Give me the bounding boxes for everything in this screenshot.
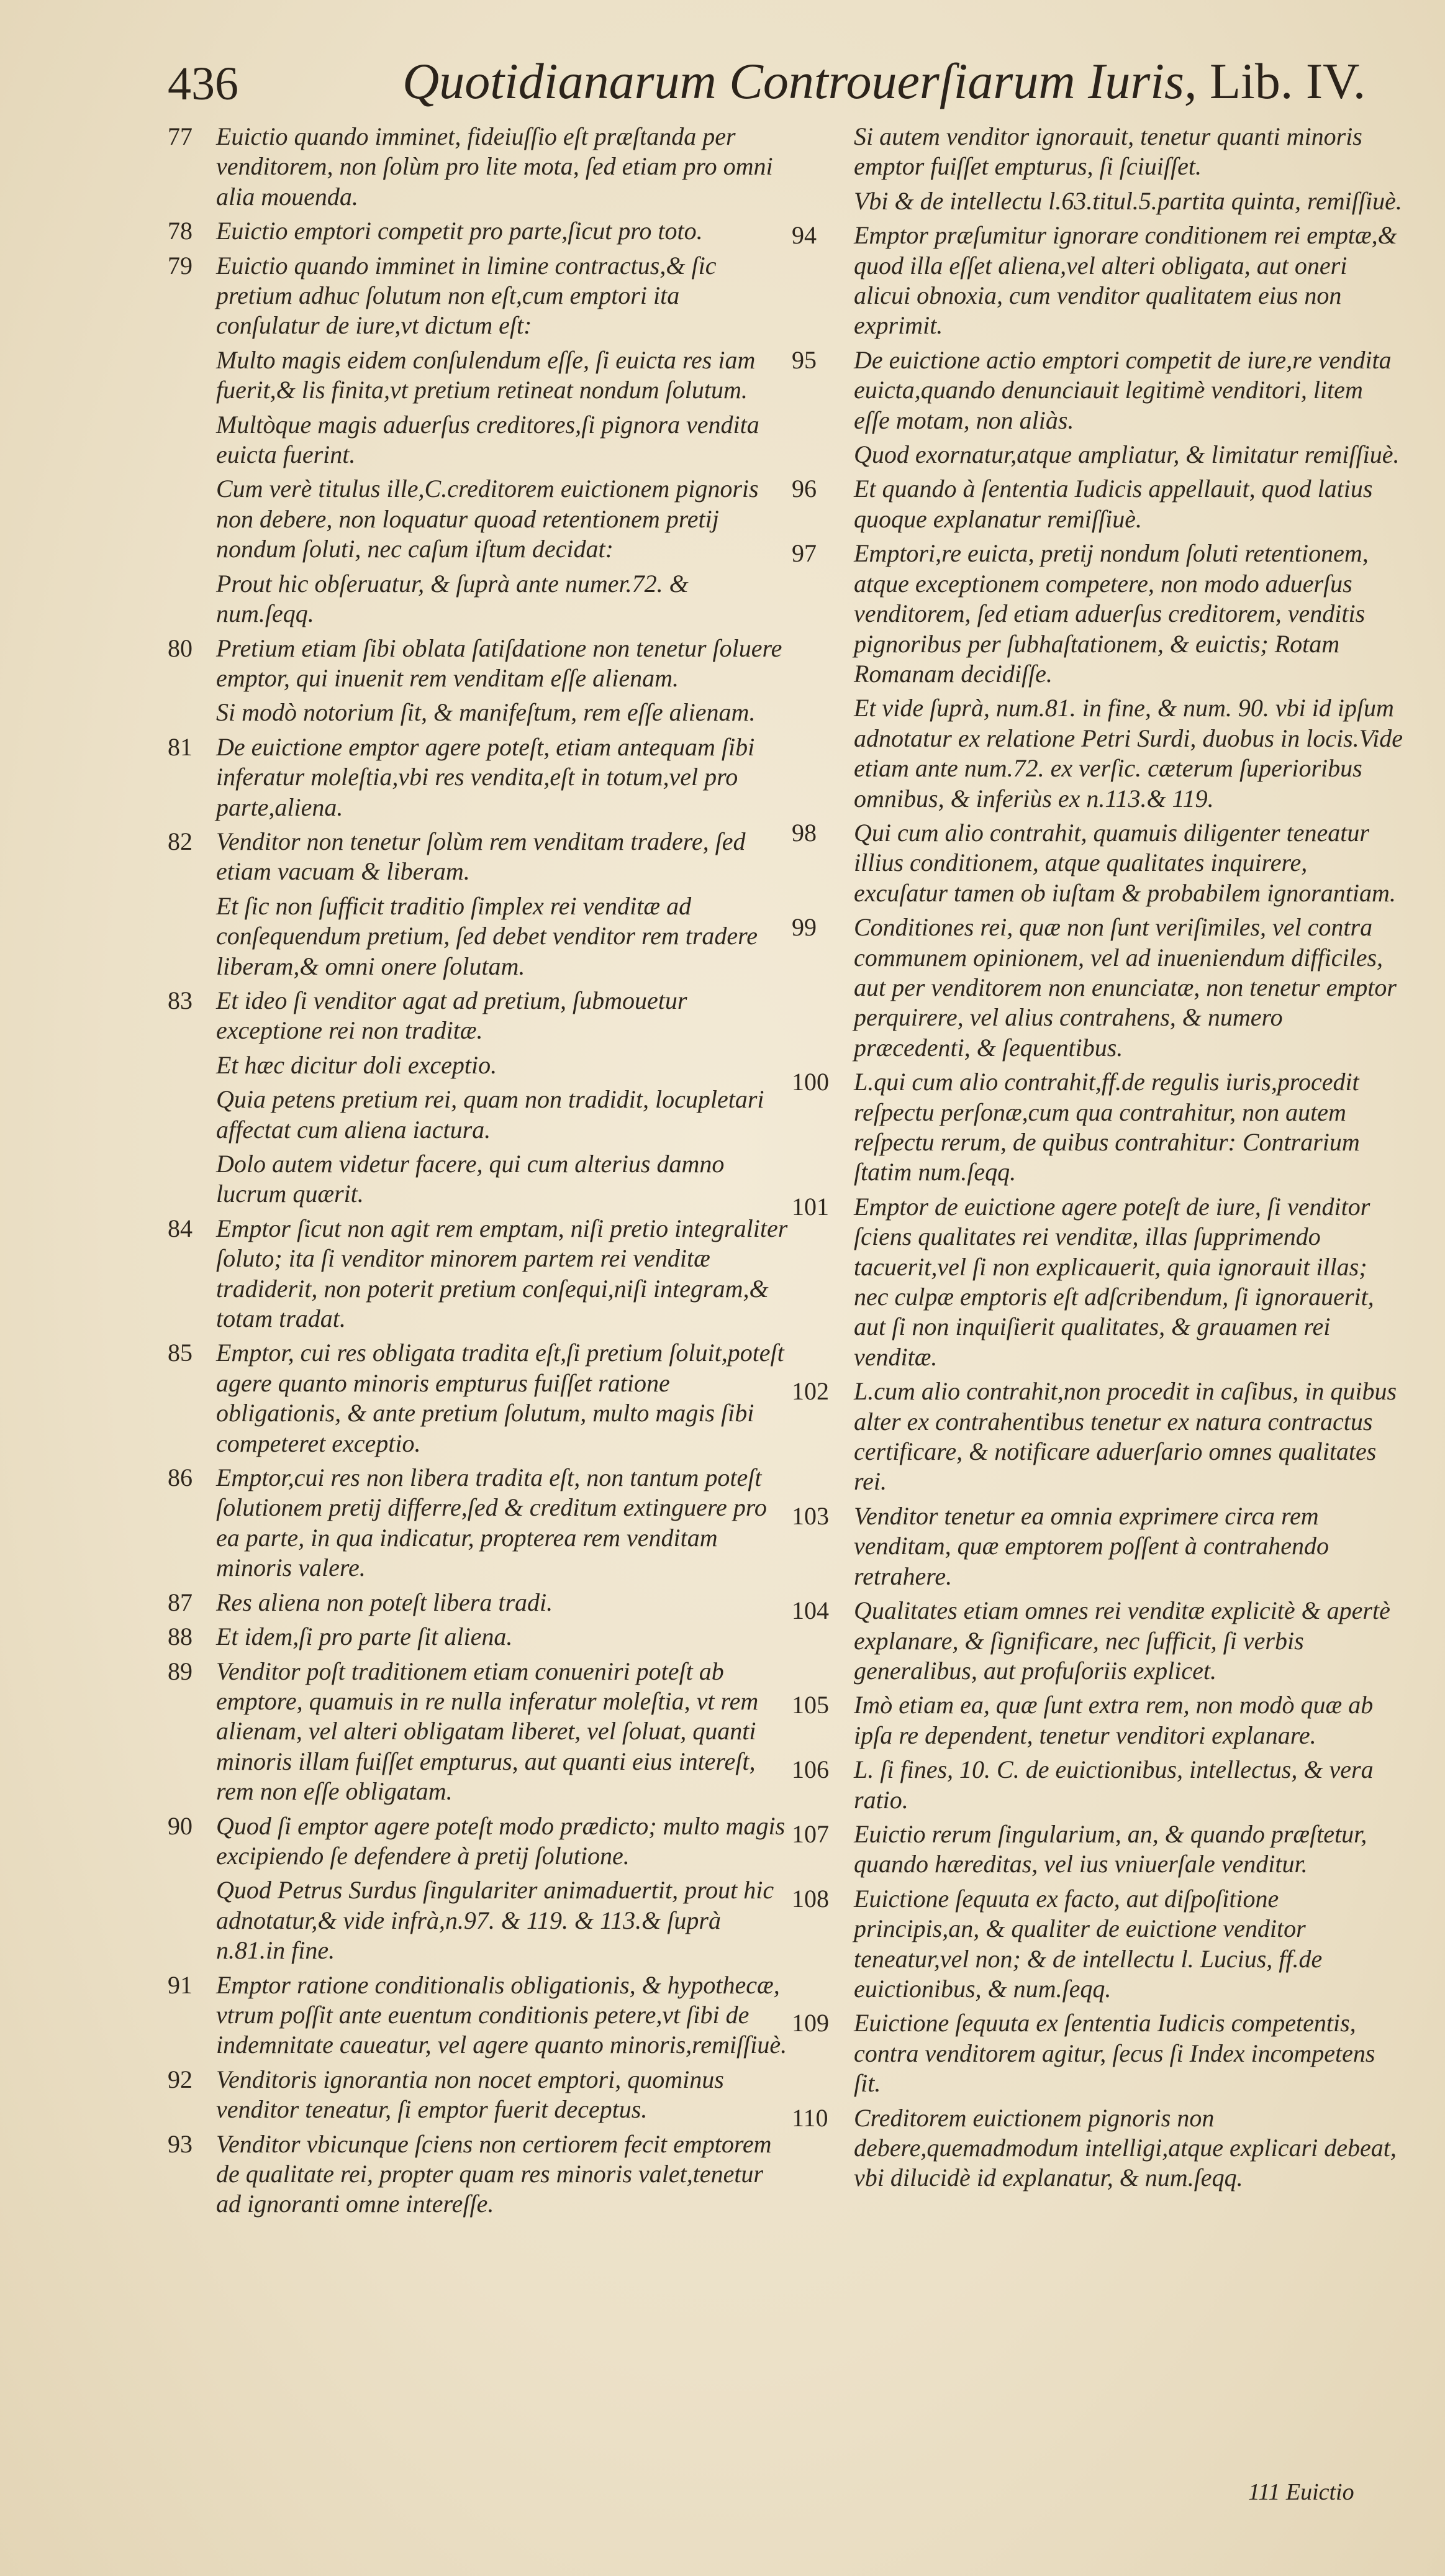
- index-entry: [792, 913, 1403, 1063]
- entry-text: Et idem,ſi pro parte ſit aliena.: [216, 1623, 513, 1651]
- entry-text: Euictio rerum ſingularium, an, & quando præſtetur, quando hæreditas, vel ius vniuerſale venditur.: [854, 1819, 1367, 1878]
- entry-text: Euictione ſequuta ex ſententia Iudicis competentis, contra venditorem agitur, ſecus ſi Index incompetens ſit.: [854, 2009, 1375, 2098]
- index-entry: [792, 1690, 1403, 1750]
- entry-number: 79: [168, 251, 193, 280]
- entry-text: Qui cum alio contrahit, quamuis diligenter teneatur illius conditionem, atque qualitates inquirere, excuſatur tamen ob iuſtam & probabilem ignorantiam.: [854, 818, 1396, 907]
- index-entry: [168, 1050, 789, 1080]
- entry-text: Qualitates etiam omnes rei venditæ explicitè & apertè explanare, & ſignificare, nec ſufficit, ſi verbis generalibus, aut profuſoriis explicet.: [854, 1596, 1390, 1685]
- index-entry: [168, 345, 789, 406]
- entry-text: Quod ſi emptor agere poteſt modo prædicto; multo magis excipiendo ſe defendere à pretij ſolutione.: [216, 1811, 786, 1870]
- running-head: [402, 52, 1366, 111]
- entry-text: Dolo autem videtur facere, qui cum alterius damno lucrum quærit.: [216, 1150, 725, 1208]
- running-head-title: Quotidianarum Controuerſiarum Iuris,: [402, 53, 1197, 109]
- index-entry: [792, 1819, 1403, 1880]
- entry-text: Creditorem euictionem pignoris non debere,quemadmodum intelligi,atque explicari debeat, vbi dilucidè id explanatur, & num.ſeqq.: [854, 2103, 1397, 2192]
- entry-number: 94: [792, 221, 817, 250]
- index-entry: [792, 1755, 1403, 1815]
- index-entry: [168, 569, 789, 629]
- entry-number: 87: [168, 1588, 193, 1616]
- entry-number: 101: [792, 1192, 829, 1221]
- index-entry: [168, 216, 789, 246]
- entry-text: Venditor non tenetur ſolùm rem venditam tradere, ſed etiam vacuam & liberam.: [216, 827, 746, 886]
- entry-text: Venditor vbicunque ſciens non certiorem fecit emptorem de qualitate rei, propter quam res minoris valet,tenetur ad ignoranti omne intereſſe.: [216, 2129, 772, 2218]
- entry-number: 92: [168, 2065, 193, 2093]
- index-entry: [168, 986, 789, 1046]
- entry-number: 83: [168, 986, 193, 1014]
- entry-text: Multo magis eidem conſulendum eſſe, ſi euicta res iam fuerit,& lis finita,vt pretium retineat nondum ſolutum.: [216, 345, 756, 404]
- index-entry: [168, 2065, 789, 2125]
- index-entry: [168, 891, 789, 981]
- entry-number: 105: [792, 1691, 829, 1719]
- index-entry: [168, 634, 789, 694]
- entry-number: 93: [168, 2129, 193, 2158]
- running-head-book: Lib. IV.: [1209, 53, 1366, 109]
- entry-text: Emptor,cui res non libera tradita eſt, non tantum poteſt ſolutionem pretij differre,ſed & creditum extinguere pro ea parte, in qua indicatur, propterea rem venditam minoris valere.: [216, 1463, 767, 1582]
- entry-text: L. ſi fines, 10. C. de euictionibus, intellectus, & vera ratio.: [854, 1755, 1374, 1814]
- index-entry: [792, 221, 1403, 341]
- entry-text: Quod Petrus Surdus ſingulariter animaduertit, prout hic adnotatur,& vide infrà,n.97. & 119. & 113.& ſuprà n.81.in fine.: [216, 1876, 774, 1965]
- index-entry: [168, 474, 789, 564]
- entry-text: Si autem venditor ignorauit, tenetur quanti minoris emptor fuiſſet empturus, ſi ſciuiſſet.: [854, 122, 1362, 181]
- entry-text: Res aliena non poteſt libera tradi.: [216, 1588, 553, 1616]
- entry-text: Euictione ſequuta ex facto, aut diſpoſitione principis,an, & qualiter de euictione venditor teneatur,vel non; & de intellectu l. Lucius, ff.de euictionibus, & num.ſeqq.: [854, 1884, 1323, 2003]
- entry-text: Et ideo ſi venditor agat ad pretium, ſubmouetur exceptione rei non traditæ.: [216, 986, 687, 1045]
- entry-text: Quia petens pretium rei, quam non tradidit, locupletari affectat cum aliena iactura.: [216, 1085, 764, 1144]
- entry-number: 77: [168, 122, 193, 150]
- entry-text: De euictione emptor agere poteſt, etiam antequam ſibi inferatur moleſtia,vbi res vendita,eſt in totum,vel pro parte,aliena.: [216, 732, 755, 821]
- index-entry: [168, 1338, 789, 1459]
- entry-text: Pretium etiam ſibi oblata ſatiſdatione non tenetur ſoluere emptor, qui inuenit rem venditam eſſe alienam.: [216, 634, 782, 692]
- entry-text: Venditoris ignorantia non nocet emptori, quominus venditor teneatur, ſi emptor fuerit deceptus.: [216, 2065, 724, 2124]
- index-entry: [168, 1588, 789, 1618]
- entry-number: 86: [168, 1463, 193, 1492]
- entry-number: 107: [792, 1819, 829, 1848]
- left-column: [168, 122, 789, 2224]
- entry-text: Euictio quando imminet in limine contractus,& ſic pretium adhuc ſolutum non eſt,cum emptori ita conſulatur de iure,vt dictum eſt:: [216, 251, 717, 340]
- index-entry: [792, 539, 1403, 689]
- entry-number: 103: [792, 1501, 829, 1530]
- entry-number: 106: [792, 1755, 829, 1784]
- entry-text: Et ſic non ſufficit traditio ſimplex rei venditæ ad conſequendum pretium, ſed debet venditor rem tradere liberam,& omni onere ſolutam.: [216, 891, 758, 980]
- entry-text: Emptor, cui res obligata tradita eſt,ſi pretium ſoluit,poteſt agere quanto minoris empturus fuiſſet ratione obligationis, & ante pretium ſolutum, multo magis ſibi competeret exceptio.: [216, 1339, 784, 1457]
- index-entry: [168, 698, 789, 727]
- index-entry: [792, 1884, 1403, 2005]
- entry-text: Et vide ſuprà, num.81. in fine, & num. 90. vbi id ipſum adnotatur ex relatione Petri Surdi, duobus in locis.Vide etiam ante num.72. ex verſic. cæterum ſuperioribus omnibus, & inferiùs ex n.113.& 119.: [854, 694, 1403, 812]
- entry-text: Emptor præſumitur ignorare conditionem rei emptæ,& quod illa eſſet aliena,vel alteri obligata, aut oneri alicui obnoxia, cum venditor qualitatem eius non exprimit.: [854, 221, 1397, 340]
- entry-number: 95: [792, 345, 817, 374]
- index-entry: [792, 1067, 1403, 1188]
- entry-number: 96: [792, 475, 817, 503]
- entry-number: 90: [168, 1811, 193, 1840]
- entry-text: Conditiones rei, quæ non ſunt veriſimiles, vel contra communem opinionem, vel ad inueniendum difficiles, aut per venditorem non enunciatæ, non tenetur emptor perquirere, vel alius contrahens, & numero præcedenti, & ſequentibus.: [854, 913, 1397, 1062]
- entry-text: Euictio quando imminet, fideiuſſio eſt præſtanda per venditorem, non ſolùm pro lite mota, ſed etiam pro omni alia mouenda.: [216, 122, 773, 211]
- entry-text: Prout hic obſeruatur, & ſuprà ante numer.72. & num.ſeqq.: [216, 569, 689, 628]
- entry-text: De euictione actio emptori competit de iure,re vendita euicta,quando denunciauit legitimè venditori, litem eſſe motam, non aliàs.: [854, 345, 1392, 434]
- entry-number: 88: [168, 1623, 193, 1651]
- index-entry: [792, 818, 1403, 908]
- index-entry: [792, 1501, 1403, 1591]
- entry-text: L.qui cum alio contrahit,ff.de regulis iuris,procedit reſpectu perſonæ,cum qua contrahitur, non autem reſpectu rerum, de quibus contrahitur: Contrarium ſtatim num.ſeqq.: [854, 1068, 1360, 1186]
- entry-number: 80: [168, 634, 193, 662]
- entry-text: Emptor ſicut non agit rem emptam, niſi pretio integraliter ſoluto; ita ſi venditor minorem partem rei venditæ tradiderit, non poterit pretium conſequi,niſi integram,& totam tradat.: [216, 1214, 788, 1333]
- index-entry: [168, 732, 789, 822]
- index-entry: [168, 1811, 789, 1872]
- entry-number: 91: [168, 1970, 193, 1999]
- entry-text: Cum verè titulus ille,C.creditorem euictionem pignoris non debere, non loquatur quoad retentionem pretij nondum ſoluti, nec caſum iſtum decidat:: [216, 475, 759, 563]
- index-entry: [792, 474, 1403, 534]
- index-entry: [168, 1875, 789, 1965]
- page-number: 436: [168, 58, 238, 110]
- index-entry: [792, 186, 1403, 216]
- entry-number: 85: [168, 1339, 193, 1367]
- entry-number: 104: [792, 1596, 829, 1625]
- index-entry: [168, 2129, 789, 2219]
- entry-text: Venditor poſt traditionem etiam conueniri poteſt ab emptore, quamuis in re nulla inferatur moleſtia, vt rem alienam, vel alteri obligatam liberet, vel ſoluat, quanti minoris illam fuiſſet empturus, aut quanti eius intereſt, rem non eſſe obligatam.: [216, 1657, 759, 1806]
- entry-text: Multòque magis aduerſus creditores,ſi pignora vendita euicta fuerint.: [216, 410, 759, 469]
- entry-number: 82: [168, 827, 193, 855]
- index-entry: [792, 440, 1403, 470]
- entry-text: Imò etiam ea, quæ ſunt extra rem, non modò quæ ab ipſa re dependent, tenetur venditori explanare.: [854, 1691, 1374, 1749]
- index-entry: [792, 693, 1403, 814]
- entry-number: 110: [792, 2103, 828, 2132]
- entry-text: Et hæc dicitur doli exceptio.: [216, 1050, 497, 1079]
- entry-text: Venditor tenetur ea omnia exprimere circa rem venditam, quæ emptorem poſſent à contrahendo retrahere.: [854, 1501, 1329, 1590]
- index-entry: [168, 827, 789, 887]
- page-header: [168, 52, 1366, 121]
- entry-text: Vbi & de intellectu l.63.titul.5.partita quinta, remiſſiuè.: [854, 186, 1402, 215]
- entry-number: 78: [168, 217, 193, 245]
- index-entry: [168, 1657, 789, 1807]
- index-entry: [168, 251, 789, 341]
- entry-number: 100: [792, 1068, 829, 1096]
- entry-text: L.cum alio contrahit,non procedit in caſibus, in quibus alter ex contrahentibus tenetur ex natura contractus certificare, & notificare aduerſario omnes qualitates rei.: [854, 1377, 1397, 1496]
- entry-text: Et quando à ſententia Iudicis appellauit, quod latius quoque explanatur remiſſiuè.: [854, 475, 1373, 533]
- index-entry: [168, 1085, 789, 1145]
- index-entry: [168, 410, 789, 470]
- entry-number: 98: [792, 818, 817, 847]
- entry-number: 108: [792, 1884, 829, 1913]
- entry-number: 109: [792, 2009, 829, 2037]
- entry-text: Emptor ratione conditionalis obligationis, & hypothecæ, vtrum poſſit ante euentum conditionis petere,vt ſibi de indemnitate caueatur, vel agere quanto minoris,remiſſiuè.: [216, 1970, 787, 2059]
- entry-number: 81: [168, 732, 193, 761]
- entry-number: 99: [792, 913, 817, 942]
- index-entry: [168, 1463, 789, 1583]
- index-entry: [792, 2103, 1403, 2193]
- index-entry: [792, 1192, 1403, 1372]
- entry-number: 89: [168, 1657, 193, 1685]
- index-entry: [168, 1149, 789, 1209]
- entry-number: 97: [792, 539, 817, 568]
- entry-number: 102: [792, 1377, 829, 1406]
- index-entry: [168, 1214, 789, 1334]
- index-entry: [792, 345, 1403, 435]
- right-column: [792, 122, 1403, 2198]
- entry-text: Emptor de euictione agere poteſt de iure, ſi venditor ſciens qualitates rei venditæ, illas ſupprimendo tacuerit,vel ſi non explicauerit, quia ignorauit illas; nec culpæ emptoris eſt adſcribendum, ſi ignorauerit, aut ſi non inquiſierit qualitates, & grauamen rei venditæ.: [854, 1192, 1374, 1371]
- entry-text: Emptori,re euicta, pretij nondum ſoluti retentionem, atque exceptionem competere, non modo aduerſus venditorem, ſed etiam aduerſus creditorem, venditis pignoribus per ſubhaſtationem, & euictis; Rotam Romanam decidiſſe.: [854, 539, 1369, 688]
- index-entry: [792, 1377, 1403, 1497]
- entry-text: Euictio emptori competit pro parte,ſicut pro toto.: [216, 217, 703, 245]
- index-entry: [792, 2008, 1403, 2098]
- entry-text: Quod exornatur,atque ampliatur, & limitatur remiſſiuè.: [854, 440, 1400, 469]
- index-entry: [168, 1622, 789, 1652]
- index-entry: [792, 122, 1403, 182]
- index-entry: [168, 122, 789, 212]
- entry-number: 84: [168, 1214, 193, 1242]
- index-entry: [168, 1970, 789, 2060]
- catchword: 111 Euictio: [1248, 2479, 1354, 2505]
- index-entry: [792, 1596, 1403, 1686]
- entry-text: Si modò notorium ſit, & manifeſtum, rem eſſe alienam.: [216, 698, 756, 727]
